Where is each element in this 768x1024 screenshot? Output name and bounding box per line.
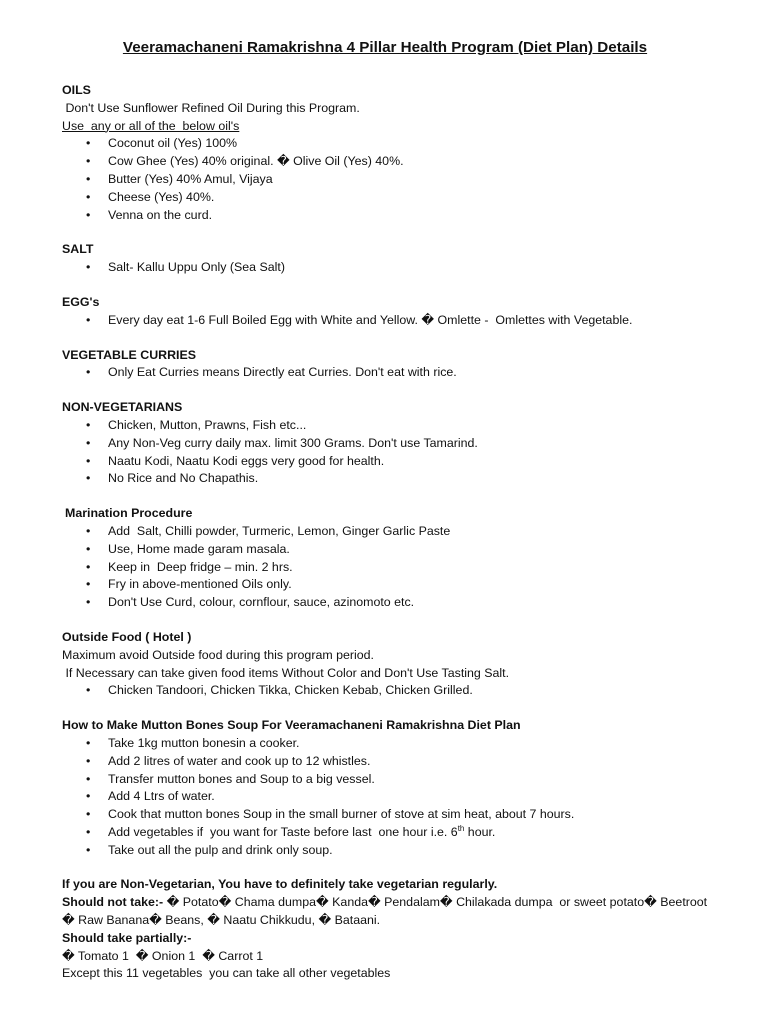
list-item-text: hour. xyxy=(464,824,496,839)
vegetable-curries-list xyxy=(62,364,708,382)
list-item: • Venna on the curd. xyxy=(86,207,708,225)
list-item: • Only Eat Curries means Directly eat Curries. Don't eat with rice. xyxy=(86,364,708,382)
section-oils xyxy=(62,82,708,224)
list-item: • Salt- Kallu Uppu Only (Sea Salt) xyxy=(86,259,708,277)
section-eggs xyxy=(62,294,708,330)
non-vegetarians-list xyxy=(62,417,708,488)
outside-food-heading: Outside Food ( Hotel ) xyxy=(62,629,192,644)
should-take-partially-items: � Tomato 1 � Onion 1 � Carrot 1 xyxy=(62,948,264,963)
list-item: • Add Salt, Chilli powder, Turmeric, Lemon, Ginger Garlic Paste xyxy=(86,523,708,541)
oils-line-2: Use any or all of the below oil's xyxy=(62,118,240,133)
oils-heading: OILS xyxy=(62,83,91,97)
oils-list xyxy=(62,135,708,224)
section-vegetarian xyxy=(62,876,708,983)
mutton-soup-heading: How to Make Mutton Bones Soup For Veeramachaneni Ramakrishna Diet Plan xyxy=(62,718,521,733)
list-item: • Don't Use Curd, colour, cornflour, sauce, azinomoto etc. xyxy=(86,594,708,612)
should-take-partially-label: Should take partially:- xyxy=(62,930,192,945)
list-item: • Add 4 Ltrs of water. xyxy=(86,788,708,806)
mutton-soup-list xyxy=(62,735,708,860)
list-item: • Cow Ghee (Yes) 40% original. � Olive Oil (Yes) 40%. xyxy=(86,153,708,171)
list-item-text: Add vegetables if you want for Taste before last one hour i.e. 6 xyxy=(108,824,458,839)
list-item: • Take 1kg mutton bonesin a cooker. xyxy=(86,735,708,753)
section-outside-food xyxy=(62,629,708,700)
outside-food-list xyxy=(62,682,708,700)
salt-heading: SALT xyxy=(62,242,94,257)
non-vegetarians-heading: NON-VEGETARIANS xyxy=(62,400,183,415)
list-item: • Coconut oil (Yes) 100% xyxy=(86,135,708,153)
section-mutton-soup xyxy=(62,717,708,859)
should-not-take-items: � Potato� Chama dumpa� Kanda� Pendalam� Chilakada dumpa or sweet potato� Beetroot xyxy=(166,895,708,910)
should-not-take-label: Should not take:- xyxy=(62,895,167,910)
eggs-list xyxy=(62,312,708,330)
list-item: • Fry in above-mentioned Oils only. xyxy=(86,576,708,594)
section-marination xyxy=(62,505,708,612)
outside-food-line-2: If Necessary can take given food items Without Color and Don't Use Tasting Salt. xyxy=(62,665,510,680)
marination-heading: Marination Procedure xyxy=(65,506,193,521)
salt-list xyxy=(62,259,708,277)
list-item: • Transfer mutton bones and Soup to a big vessel. xyxy=(86,771,708,789)
eggs-heading: EGG's xyxy=(62,294,100,309)
list-item: • Chicken, Mutton, Prawns, Fish etc... xyxy=(86,417,708,435)
list-item: • No Rice and No Chapathis. xyxy=(86,470,708,488)
list-item: • Chicken Tandoori, Chicken Tikka, Chicken Kebab, Chicken Grilled. xyxy=(86,682,708,700)
list-item: • Butter (Yes) 40% Amul, Vijaya xyxy=(86,171,708,189)
section-non-vegetarians xyxy=(62,399,708,488)
section-salt xyxy=(62,241,708,277)
except-line: Except this 11 vegetables you can take all other vegetables xyxy=(62,966,391,981)
list-item: • Add 2 litres of water and cook up to 12 whistles. xyxy=(86,753,708,771)
section-vegetable-curries xyxy=(62,347,708,383)
list-item: • Any Non-Veg curry daily max. limit 300 Grams. Don't use Tamarind. xyxy=(86,435,708,453)
list-item: • Cook that mutton bones Soup in the small burner of stove at sim heat, about 7 hours. xyxy=(86,806,708,824)
document-title: Veeramachaneni Ramakrishna 4 Pillar Health Program (Diet Plan) Details xyxy=(122,39,648,56)
vegetable-curries-heading: VEGETABLE CURRIES xyxy=(62,347,197,362)
list-item: • Keep in Deep fridge – min. 2 hrs. xyxy=(86,559,708,577)
ordinal-suffix: th xyxy=(457,823,465,833)
list-item: • Use, Home made garam masala. xyxy=(86,541,708,559)
oils-line-1: Don't Use Sunflower Refined Oil During this Program. xyxy=(62,100,360,115)
list-item: • Cheese (Yes) 40%. xyxy=(86,189,708,207)
vegetarian-heading: If you are Non-Vegetarian, You have to definitely take vegetarian regularly. xyxy=(62,877,498,892)
outside-food-line-1: Maximum avoid Outside food during this program period. xyxy=(62,647,374,662)
should-not-take-line xyxy=(62,894,708,912)
list-item: • Every day eat 1-6 Full Boiled Egg with White and Yellow. � Omlette - Omlettes with Vegetable. xyxy=(86,312,708,330)
list-item: • Naatu Kodi, Naatu Kodi eggs very good for health. xyxy=(86,453,708,471)
list-item xyxy=(86,824,708,842)
list-item: • Take out all the pulp and drink only soup. xyxy=(86,842,708,860)
marination-list xyxy=(62,523,708,612)
should-not-take-line-2: � Raw Banana� Beans, � Naatu Chikkudu, � Bataani. xyxy=(62,913,381,928)
